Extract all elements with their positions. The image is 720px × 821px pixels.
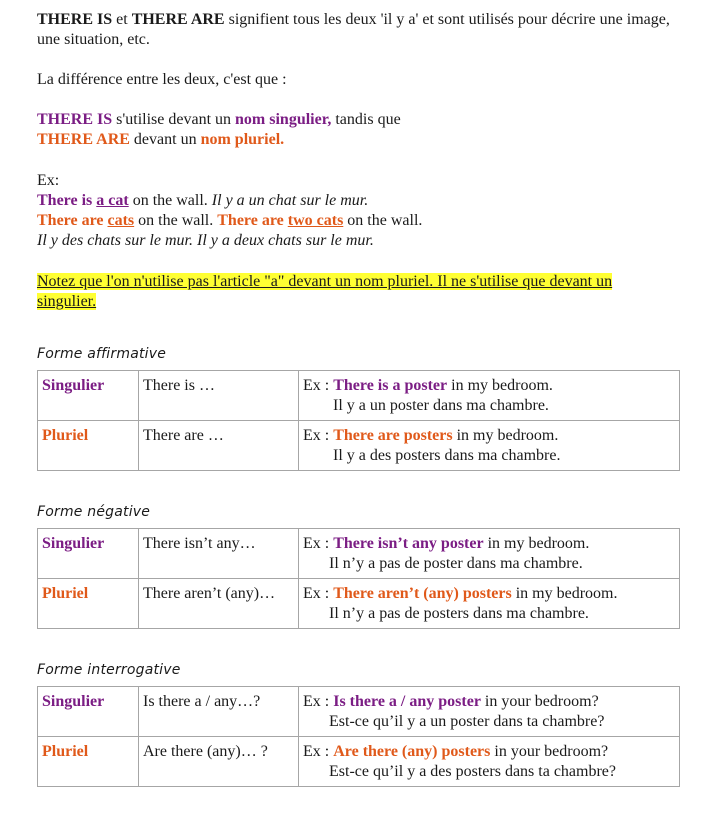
number-label: Singulier bbox=[42, 693, 105, 710]
example-line-2 bbox=[37, 211, 682, 231]
form-text: There is … bbox=[143, 377, 215, 394]
example-translation: Il y a des posters dans ma chambre. bbox=[333, 447, 561, 464]
intro-paragraph-1 bbox=[37, 10, 682, 50]
form-text: There aren’t (any)… bbox=[143, 585, 276, 602]
example-sentence bbox=[303, 426, 675, 446]
example-rest: in your bedroom? bbox=[490, 743, 609, 760]
example-there-is: There is bbox=[37, 192, 97, 209]
example-sentence bbox=[303, 692, 675, 712]
form-cell bbox=[139, 687, 299, 737]
example-highlight: Are there (any) posters bbox=[333, 743, 491, 760]
table-row bbox=[38, 371, 680, 421]
number-label-cell bbox=[38, 371, 139, 421]
example-cell bbox=[299, 529, 680, 579]
rule-plural bbox=[37, 130, 682, 150]
section-title: Forme interrogative bbox=[37, 662, 181, 678]
there-are-term: THERE ARE bbox=[131, 11, 225, 28]
example-prefix: Ex : bbox=[303, 693, 334, 710]
table-row bbox=[38, 687, 680, 737]
form-text: There isn’t any… bbox=[143, 535, 256, 552]
grammar-table bbox=[37, 528, 680, 629]
number-label-cell bbox=[38, 579, 139, 629]
example-rest: in your bedroom? bbox=[480, 693, 599, 710]
number-label: Pluriel bbox=[42, 743, 89, 760]
example-translation: Est-ce qu’il y a un poster dans ta chambre? bbox=[329, 713, 605, 730]
grammar-table bbox=[37, 370, 680, 471]
example-cell bbox=[299, 371, 680, 421]
example-highlight: There is a poster bbox=[333, 377, 448, 394]
example-cell bbox=[299, 737, 680, 787]
form-cell bbox=[139, 529, 299, 579]
number-label: Pluriel bbox=[42, 427, 89, 444]
rule-text: s'utilise devant un bbox=[112, 111, 236, 128]
example-highlight: There aren’t (any) posters bbox=[333, 585, 512, 602]
example-highlight: There isn’t any poster bbox=[333, 535, 484, 552]
example-translation: Il y a un chat sur le mur. bbox=[211, 192, 369, 209]
highlighted-note: Notez que l'on n'utilise pas l'article "a" devant un nom pluriel. Il ne s'utilise que devant un singulier. bbox=[37, 273, 613, 310]
example-rest: in my bedroom. bbox=[483, 535, 590, 552]
example-translation: Il n’y a pas de posters dans ma chambre. bbox=[329, 605, 589, 622]
rule-there-is: THERE IS bbox=[37, 111, 113, 128]
example-line-1 bbox=[37, 191, 682, 211]
example-cell bbox=[299, 687, 680, 737]
form-cell bbox=[139, 371, 299, 421]
number-label-cell bbox=[38, 737, 139, 787]
example-prefix: Ex : bbox=[303, 743, 334, 760]
section-3 bbox=[37, 661, 682, 787]
number-label-cell bbox=[38, 421, 139, 471]
number-label-cell bbox=[38, 529, 139, 579]
example-prefix: Ex : bbox=[303, 535, 334, 552]
form-cell bbox=[139, 421, 299, 471]
section-title: Forme négative bbox=[37, 504, 151, 520]
example-sentence bbox=[303, 534, 675, 554]
example-highlight: There are posters bbox=[333, 427, 453, 444]
table-row bbox=[38, 579, 680, 629]
section-2 bbox=[37, 503, 682, 629]
example-text-end: on the wall. bbox=[343, 212, 423, 229]
example-prefix: Ex : bbox=[303, 585, 334, 602]
section-title: Forme affirmative bbox=[37, 346, 167, 362]
note-paragraph bbox=[37, 272, 667, 312]
section-1 bbox=[37, 345, 682, 471]
table-row bbox=[38, 529, 680, 579]
rule-nom-pluriel: nom pluriel. bbox=[200, 131, 285, 148]
example-translation: Il y a un poster dans ma chambre. bbox=[333, 397, 549, 414]
example-translation: Il n’y a pas de poster dans ma chambre. bbox=[329, 555, 583, 572]
example-prefix: Ex : bbox=[303, 427, 334, 444]
example-sentence bbox=[303, 742, 675, 762]
example-sentence bbox=[303, 376, 675, 396]
example-rest: in my bedroom. bbox=[511, 585, 618, 602]
example-two-cats: two cats bbox=[287, 212, 344, 229]
example-cell bbox=[299, 421, 680, 471]
form-text: Are there (any)… ? bbox=[143, 743, 268, 760]
example-text: on the wall. bbox=[134, 212, 218, 229]
form-cell bbox=[139, 579, 299, 629]
example-text: on the wall. bbox=[128, 192, 212, 209]
example-rest: in my bedroom. bbox=[447, 377, 553, 394]
rule-there-are: THERE ARE bbox=[37, 131, 130, 148]
table-row bbox=[38, 737, 680, 787]
example-line-3: Il y des chats sur le mur. Il y a deux chats sur le mur. bbox=[37, 232, 374, 249]
example-rest: in my bedroom. bbox=[452, 427, 559, 444]
example-there-are-2: There are bbox=[217, 212, 288, 229]
form-text: Is there a / any…? bbox=[143, 693, 261, 710]
example-highlight: Is there a / any poster bbox=[333, 693, 481, 710]
example-prefix: Ex : bbox=[303, 377, 334, 394]
example-cats: cats bbox=[107, 212, 135, 229]
grammar-table bbox=[37, 686, 680, 787]
form-text: There are … bbox=[143, 427, 224, 444]
table-row bbox=[38, 421, 680, 471]
intro-connector: et bbox=[112, 11, 132, 28]
number-label: Pluriel bbox=[42, 585, 89, 602]
form-cell bbox=[139, 737, 299, 787]
document-page bbox=[37, 10, 682, 787]
intro-paragraph-2: La différence entre les deux, c'est que : bbox=[37, 71, 287, 88]
rule-singular bbox=[37, 110, 682, 130]
grammar-sections bbox=[37, 345, 682, 787]
number-label: Singulier bbox=[42, 377, 105, 394]
intro-text: signifient tous les deux 'il y a' et sont utilisés pour décrire une image, une situation, etc. bbox=[37, 11, 670, 48]
examples-label: Ex: bbox=[37, 172, 60, 189]
number-label-cell bbox=[38, 687, 139, 737]
there-is-term: THERE IS bbox=[37, 11, 113, 28]
example-translation: Est-ce qu’il y a des posters dans ta chambre? bbox=[329, 763, 617, 780]
example-there-are: There are bbox=[37, 212, 108, 229]
rule-text: devant un bbox=[129, 131, 201, 148]
rule-nom-singulier: nom singulier, bbox=[235, 111, 332, 128]
example-cell bbox=[299, 579, 680, 629]
example-a-cat: a cat bbox=[96, 192, 129, 209]
number-label: Singulier bbox=[42, 535, 105, 552]
rule-text-end: tandis que bbox=[331, 111, 401, 128]
example-sentence bbox=[303, 584, 675, 604]
